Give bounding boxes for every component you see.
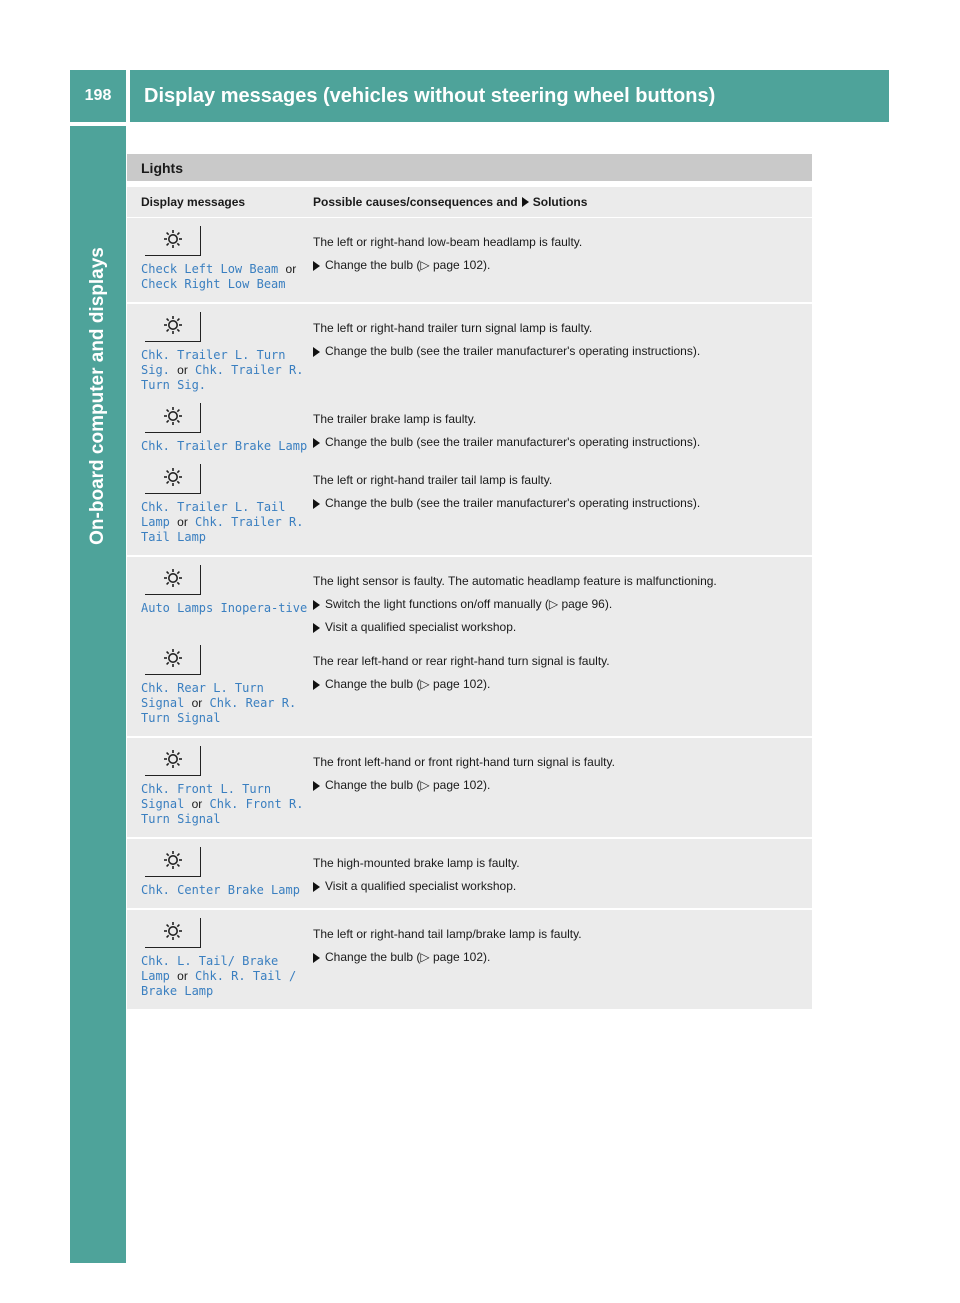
cause-solution-cell: [313, 746, 812, 827]
display-message-primary: Auto Lamps Inopera-tive: [141, 601, 308, 615]
lamp-icon: [145, 464, 201, 494]
display-message-primary: Chk. Front L. Turn Signal: [141, 782, 272, 811]
message-entry: [127, 565, 812, 635]
solution-arrow-icon: [313, 438, 320, 448]
display-message-text: [141, 782, 313, 827]
cause-solution-cell: [313, 918, 812, 999]
solution-text: Change the bulb (▷ page 102).: [325, 258, 491, 272]
display-message-cell: [127, 645, 313, 726]
or-connector: or: [191, 696, 203, 710]
solution-step: [313, 949, 802, 965]
display-message-alternate: Check Right Low Beam: [141, 277, 286, 291]
cause-text: The trailer brake lamp is faulty.: [313, 412, 477, 426]
display-message-alternate: Chk. Trailer R. Turn Sig.: [141, 363, 304, 392]
display-message-primary: Chk. L. Tail/ Brake Lamp: [141, 954, 279, 983]
cause-solution-cell: [313, 403, 812, 454]
display-message-cell: [127, 312, 313, 393]
display-message-primary: Chk. Trailer L. Turn Sig.: [141, 348, 286, 377]
solution-text: Change the bulb (see the trailer manufacturer's operating instructions).: [325, 344, 701, 358]
solution-arrow-icon: [313, 781, 320, 791]
cause-solution-cell: [313, 464, 812, 545]
solution-text: Visit a qualified specialist workshop.: [325, 879, 517, 893]
lamp-icon: [145, 226, 201, 256]
display-message-text: [141, 601, 313, 616]
chapter-side-label: On-board computer and displays: [87, 247, 108, 545]
message-entry: [127, 312, 812, 393]
lights-table: [127, 154, 812, 1011]
cause-solution-cell: [313, 847, 812, 898]
solution-step: [313, 495, 802, 511]
solution-arrow-icon: [313, 347, 320, 357]
lamp-icon: [145, 746, 201, 776]
solution-arrow-icon: [313, 499, 320, 509]
display-message-cell: [127, 464, 313, 545]
solution-step: [313, 434, 802, 450]
page-number: 198: [70, 70, 126, 122]
solution-step: [313, 878, 802, 894]
column-header-solutions-prefix: Possible causes/consequences and: [313, 195, 518, 209]
display-message-primary: Chk. Rear L. Turn Signal: [141, 681, 264, 710]
message-group: [127, 839, 812, 910]
or-connector: or: [177, 363, 188, 377]
display-message-alternate: Chk. Trailer R. Tail Lamp: [141, 515, 304, 544]
solution-arrow-icon: [313, 623, 320, 633]
lamp-icon: [145, 847, 201, 877]
message-entry: [127, 226, 812, 292]
message-entry: [127, 847, 812, 898]
display-message-primary: Check Left Low Beam: [141, 262, 279, 276]
display-message-cell: [127, 847, 313, 898]
display-message-text: [141, 439, 313, 454]
message-entry: [127, 464, 812, 545]
display-message-text: [141, 681, 313, 726]
message-entry: [127, 645, 812, 726]
solution-arrow-icon: [313, 680, 320, 690]
solution-arrow-icon: [313, 261, 320, 271]
or-connector: or: [177, 969, 188, 983]
display-message-alternate: Chk. R. Tail / Brake Lamp: [141, 969, 297, 998]
column-header-solutions-suffix: Solutions: [532, 195, 588, 209]
column-headers: [127, 187, 812, 218]
lamp-icon: [145, 403, 201, 433]
solution-arrow-icon: [313, 953, 320, 963]
solution-step: [313, 676, 802, 692]
message-group: [127, 304, 812, 557]
lamp-icon: [145, 645, 201, 675]
solution-arrow-icon: [313, 882, 320, 892]
section-title: Lights: [127, 154, 812, 181]
display-message-cell: [127, 918, 313, 999]
display-message-text: [141, 262, 313, 292]
cause-solution-cell: [313, 226, 812, 292]
solution-step: [313, 619, 802, 635]
cause-text: The left or right-hand tail lamp/brake lamp is faulty.: [313, 927, 582, 941]
solution-step: [313, 257, 802, 273]
cause-text: The high-mounted brake lamp is faulty.: [313, 856, 520, 870]
cause-text: The front left-hand or front right-hand turn signal is faulty.: [313, 755, 615, 769]
solution-step: [313, 343, 802, 359]
display-message-text: [141, 883, 313, 898]
cause-solution-cell: [313, 645, 812, 726]
display-message-cell: [127, 565, 313, 635]
or-connector: or: [285, 262, 297, 276]
or-connector: or: [177, 515, 188, 529]
solution-text: Change the bulb (▷ page 102).: [325, 677, 491, 691]
display-message-cell: [127, 226, 313, 292]
display-message-text: [141, 348, 313, 393]
message-group: [127, 910, 812, 1011]
column-header-messages: Display messages: [141, 195, 246, 209]
cause-text: The left or right-hand trailer tail lamp is faulty.: [313, 473, 553, 487]
solution-arrow-icon: [522, 197, 529, 207]
message-groups: [127, 218, 812, 1011]
message-group: [127, 557, 812, 738]
or-connector: or: [191, 797, 203, 811]
cause-text: The left or right-hand low-beam headlamp is faulty.: [313, 235, 583, 249]
message-group: [127, 218, 812, 304]
cause-solution-cell: [313, 565, 812, 635]
solution-arrow-icon: [313, 600, 320, 610]
cause-text: The light sensor is faulty. The automatic headlamp feature is malfunctioning.: [313, 574, 717, 588]
page-header: [70, 70, 889, 122]
display-message-primary: Chk. Center Brake Lamp: [141, 883, 300, 897]
solution-text: Change the bulb (see the trailer manufacturer's operating instructions).: [325, 496, 701, 510]
display-message-text: [141, 954, 313, 999]
display-message-cell: [127, 403, 313, 454]
display-message-alternate: Chk. Front R. Turn Signal: [141, 797, 304, 826]
solution-text: Change the bulb (▷ page 102).: [325, 778, 491, 792]
cause-text: The rear left-hand or rear right-hand turn signal is faulty.: [313, 654, 610, 668]
message-group: [127, 738, 812, 839]
lamp-icon: [145, 312, 201, 342]
solution-step: [313, 596, 802, 612]
display-message-primary: Chk. Trailer L. Tail Lamp: [141, 500, 286, 529]
message-entry: [127, 746, 812, 827]
solution-step: [313, 777, 802, 793]
cause-solution-cell: [313, 312, 812, 393]
solution-text: Switch the light functions on/off manually (▷ page 96).: [325, 597, 613, 611]
page-title: Display messages (vehicles without steering wheel buttons): [130, 70, 889, 122]
message-entry: [127, 403, 812, 454]
display-message-text: [141, 500, 313, 545]
lamp-icon: [145, 918, 201, 948]
lamp-icon: [145, 565, 201, 595]
chapter-side-label-wrap: [70, 126, 126, 666]
cause-text: The left or right-hand trailer turn signal lamp is faulty.: [313, 321, 593, 335]
message-entry: [127, 918, 812, 999]
solution-text: Visit a qualified specialist workshop.: [325, 620, 517, 634]
solution-text: Change the bulb (▷ page 102).: [325, 950, 491, 964]
display-message-alternate: Chk. Rear R. Turn Signal: [141, 696, 297, 725]
column-header-solutions: [313, 195, 812, 209]
solution-text: Change the bulb (see the trailer manufacturer's operating instructions).: [325, 435, 701, 449]
display-message-cell: [127, 746, 313, 827]
display-message-primary: Chk. Trailer Brake Lamp: [141, 439, 308, 453]
